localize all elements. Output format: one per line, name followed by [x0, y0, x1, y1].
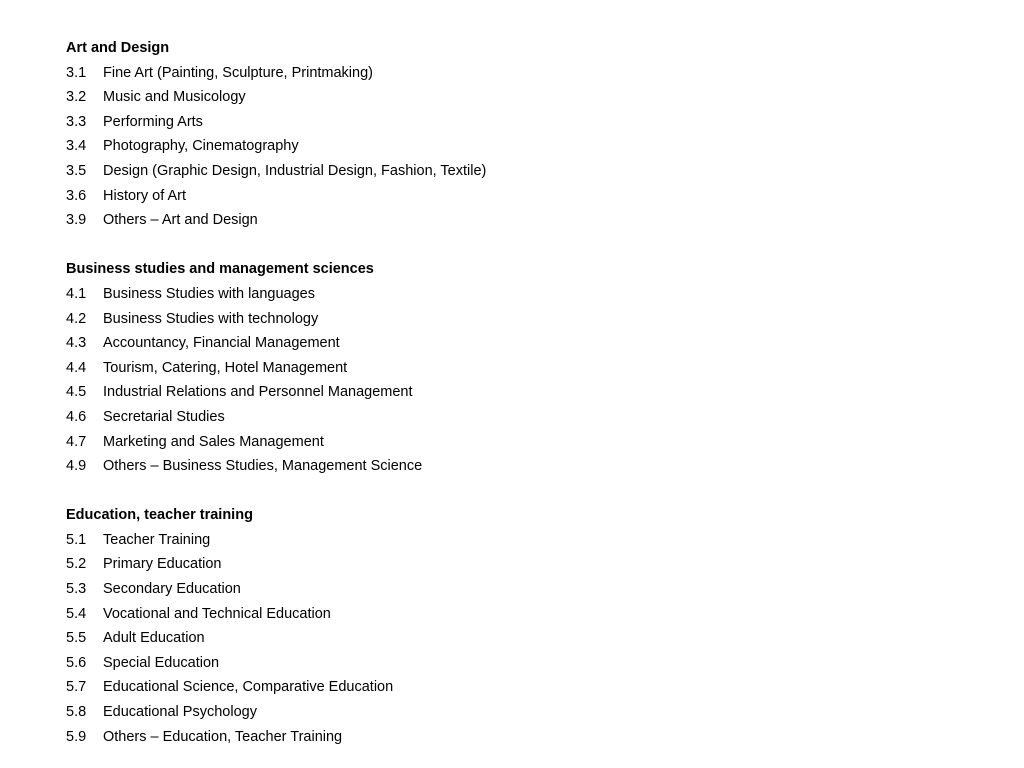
item-label: Educational Science, Comparative Education: [103, 679, 394, 696]
section-art-and-design: [66, 36, 966, 233]
item-label: Vocational and Technical Education: [103, 605, 331, 622]
list-item: [66, 282, 966, 307]
item-label: Others – Business Studies, Management Science: [103, 458, 423, 475]
item-label: Teacher Training: [103, 531, 211, 548]
item-number: 5.1: [66, 531, 87, 548]
item-label: Performing Arts: [103, 113, 203, 130]
item-label: Design (Graphic Design, Industrial Design, Fashion, Textile): [103, 162, 487, 179]
item-number: 5.4: [66, 605, 87, 622]
item-number: 3.3: [66, 113, 87, 130]
list-item: [66, 626, 966, 651]
item-number: 4.3: [66, 335, 87, 352]
item-label: Tourism, Catering, Hotel Management: [103, 359, 348, 376]
list-item: [66, 577, 966, 602]
list-item: [66, 184, 966, 209]
item-number: 4.2: [66, 310, 87, 327]
item-number: 4.9: [66, 458, 87, 475]
item-label: Others – Education, Teacher Training: [103, 728, 343, 745]
item-number: 5.2: [66, 556, 87, 573]
item-label: Secondary Education: [103, 581, 241, 598]
item-number: 5.8: [66, 704, 87, 721]
item-label: History of Art: [103, 187, 186, 204]
list-item: [66, 602, 966, 627]
item-label: Adult Education: [103, 630, 205, 647]
list-item: [66, 159, 966, 184]
list-item: [66, 528, 966, 553]
item-number: 4.5: [66, 384, 87, 401]
item-number: 4.7: [66, 433, 87, 450]
list-item: [66, 61, 966, 86]
item-label: Others – Art and Design: [103, 212, 258, 229]
item-number: 5.5: [66, 630, 87, 647]
item-label: Business Studies with languages: [103, 285, 315, 302]
list-item: [66, 331, 966, 356]
item-number: 5.6: [66, 654, 87, 671]
section-education: [66, 503, 966, 749]
list-item: [66, 454, 966, 479]
item-number: 3.2: [66, 89, 87, 106]
list-item: [66, 85, 966, 110]
list-item: [66, 430, 966, 455]
item-number: 4.6: [66, 408, 87, 425]
item-label: Photography, Cinematography: [103, 138, 299, 155]
item-number: 3.4: [66, 138, 87, 155]
section-business-studies: [66, 257, 966, 478]
item-number: 5.7: [66, 679, 87, 696]
section-heading: Education, teacher training: [66, 507, 253, 524]
item-label: Educational Psychology: [103, 704, 257, 721]
item-number: 4.4: [66, 359, 87, 376]
list-item: [66, 380, 966, 405]
item-label: Secretarial Studies: [103, 408, 225, 425]
list-item: [66, 307, 966, 332]
section-heading: Business studies and management sciences: [66, 261, 374, 278]
item-label: Special Education: [103, 654, 220, 671]
item-label: Music and Musicology: [103, 89, 246, 106]
item-number: 5.3: [66, 581, 87, 598]
section-heading: Art and Design: [66, 40, 170, 56]
list-item: [66, 208, 966, 233]
item-number: 5.9: [66, 728, 87, 745]
item-number: 4.1: [66, 285, 87, 302]
item-label: Marketing and Sales Management: [103, 433, 324, 450]
list-item: [66, 725, 966, 750]
item-label: Fine Art (Painting, Sculpture, Printmaking): [103, 64, 373, 81]
item-number: 3.1: [66, 64, 87, 81]
item-label: Primary Education: [103, 556, 222, 573]
list-item: [66, 110, 966, 135]
document-page: [66, 36, 966, 749]
item-label: Business Studies with technology: [103, 310, 319, 327]
item-label: Accountancy, Financial Management: [103, 335, 340, 352]
list-item: [66, 675, 966, 700]
list-item: [66, 405, 966, 430]
list-item: [66, 552, 966, 577]
list-item: [66, 134, 966, 159]
list-item: [66, 651, 966, 676]
list-item: [66, 356, 966, 381]
item-number: 3.5: [66, 162, 87, 179]
list-item: [66, 700, 966, 725]
item-number: 3.6: [66, 187, 87, 204]
item-number: 3.9: [66, 212, 87, 229]
item-label: Industrial Relations and Personnel Management: [103, 384, 413, 401]
